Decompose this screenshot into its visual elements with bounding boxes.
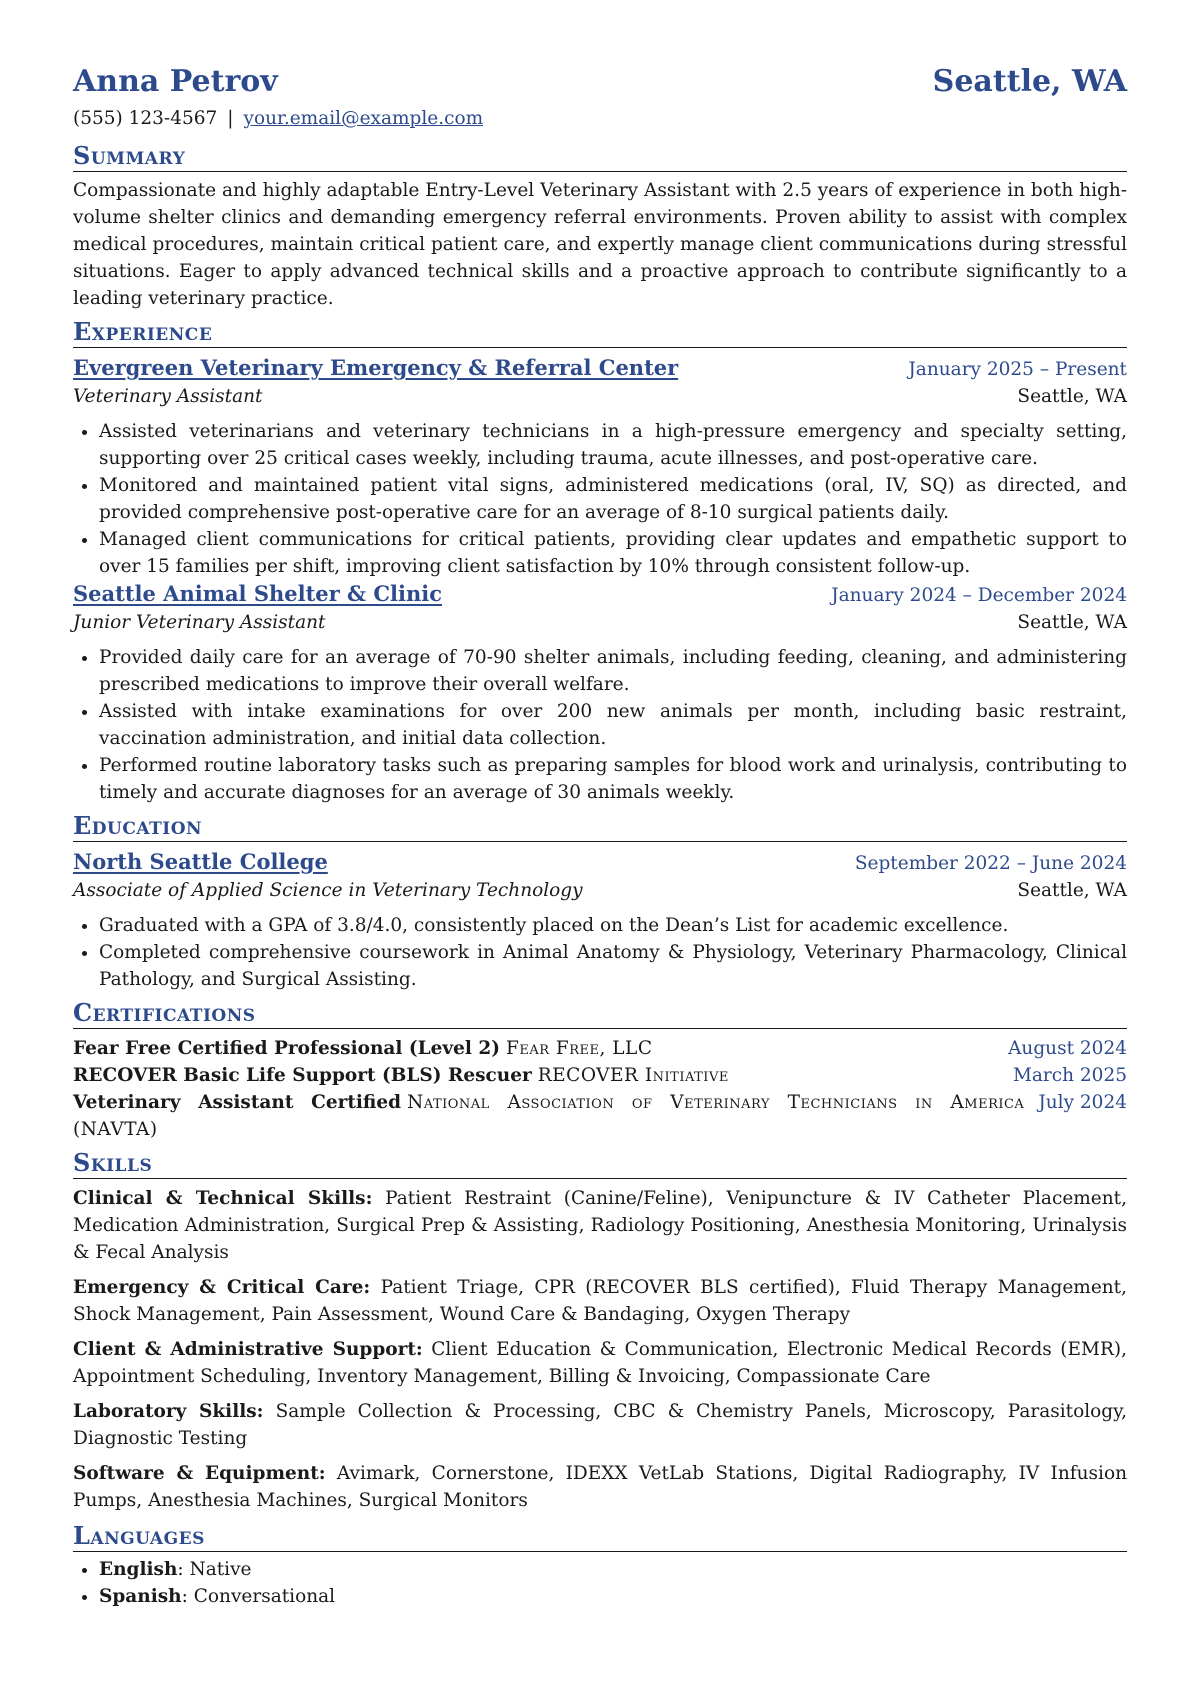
resume-header	[73, 62, 1127, 102]
summary-section	[73, 142, 1127, 312]
certification-issuer: Fear Free, LLC	[506, 1038, 653, 1059]
employer-name[interactable]: Evergreen Veterinary Emergency & Referral Center	[73, 355, 679, 380]
skill-group-text: Avimark, Cornerstone, IDEXX VetLab Stations, Digital Radiography, IV Infusion Pumps, Anesthesia Machines, Surgical Monitors	[73, 1463, 1128, 1511]
language-name: Spanish	[99, 1586, 182, 1607]
language-name: English	[99, 1559, 178, 1580]
skill-group-text: Client Education & Communication, Electronic Medical Records (EMR), Appointment Scheduling, Inventory Management, Billing & Invoicing, Compassionate Care	[73, 1339, 1127, 1387]
certification-date: July 2024	[1038, 1092, 1127, 1113]
language-level: : Native	[177, 1559, 252, 1580]
education-bullets	[73, 912, 1127, 993]
section-title-experience: Experience	[73, 318, 1127, 348]
section-title-certifications: Certifications	[73, 999, 1127, 1029]
job-dates: January 2025 – Present	[908, 359, 1127, 380]
bullet-item: • Assisted with intake examinations for over 200 new animals per month, including basic restraint, vaccination administration, and initial data collection.	[99, 698, 1127, 752]
bullet-item: • Graduated with a GPA of 3.8/4.0, consistently placed on the Dean’s List for academic excellence.	[99, 912, 1127, 939]
degree-name: Associate of Applied Science in Veterinary Technology	[73, 880, 583, 901]
job-role: Junior Veterinary Assistant	[73, 612, 326, 633]
certification-name: Veterinary Assistant Certified	[73, 1092, 402, 1113]
job-bullets	[73, 418, 1127, 580]
section-title-skills: Skills	[73, 1149, 1127, 1179]
certification-date: March 2025	[1012, 1065, 1127, 1086]
school-location: Seattle, WA	[1017, 880, 1127, 901]
certifications-section	[73, 999, 1127, 1143]
candidate-name: Anna Petrov	[73, 64, 278, 99]
skill-group	[73, 1185, 1127, 1266]
certification-item	[73, 1062, 1127, 1089]
job-role: Veterinary Assistant	[73, 386, 263, 407]
skill-group-label: Laboratory Skills:	[73, 1401, 264, 1422]
bullet-item: • Completed comprehensive coursework in Animal Anatomy & Physiology, Veterinary Pharmacology, Clinical Pathology, and Surgical Assisting.	[99, 939, 1127, 993]
languages-section	[73, 1522, 1127, 1610]
job-location: Seattle, WA	[1017, 612, 1127, 633]
certification-item	[73, 1089, 1127, 1143]
skill-group	[73, 1274, 1127, 1328]
skill-group-text: Patient Restraint (Canine/Feline), Venipuncture & IV Catheter Placement, Medication Administration, Surgical Prep & Assisting, Radiology Positioning, Anesthesia Monitoring, Urinalysis & Fecal Analysis	[73, 1188, 1127, 1263]
job-dates: January 2024 – December 2024	[831, 585, 1127, 606]
job-location: Seattle, WA	[1017, 386, 1127, 407]
bullet-item: • Monitored and maintained patient vital signs, administered medications (oral, IV, SQ) as directed, and provided comprehensive post-operative care for an average of 8-10 surgical patients daily.	[99, 472, 1127, 526]
phone-number: (555) 123-4567	[73, 108, 218, 129]
section-title-education: Education	[73, 812, 1127, 842]
candidate-location: Seattle, WA	[932, 64, 1127, 99]
bullet-item: • Performed routine laboratory tasks such as preparing samples for blood work and urinalysis, contributing to timely and accurate diagnoses for an average of 30 animals weekly.	[99, 752, 1127, 806]
skill-group	[73, 1336, 1127, 1390]
bullet-item: • Provided daily care for an average of 70-90 shelter animals, including feeding, cleaning, and administering prescribed medications to improve their overall welfare.	[99, 644, 1127, 698]
skill-group	[73, 1398, 1127, 1452]
skill-group-label: Client & Administrative Support:	[73, 1339, 423, 1360]
skill-group	[73, 1460, 1127, 1514]
email-link[interactable]: your.email@example.com	[243, 108, 484, 129]
contact-separator: |	[227, 108, 234, 129]
languages-list	[73, 1556, 1127, 1610]
skill-group-label: Clinical & Technical Skills:	[73, 1188, 373, 1209]
skill-group-label: Emergency & Critical Care:	[73, 1277, 371, 1298]
language-item	[99, 1556, 1127, 1583]
summary-text: Compassionate and highly adaptable Entry-Level Veterinary Assistant with 2.5 years of experience in both high-volume shelter clinics and demanding emergency referral environments. Proven ability to assist with complex medical procedures, maintain critical patient care, and expertly manage client communications during stressful situations. Eager to apply advanced technical skills and a proactive approach to contribute significantly to a leading veterinary practice.	[73, 180, 1127, 309]
section-title-summary: Summary	[73, 142, 1127, 172]
skills-section	[73, 1149, 1127, 1514]
certification-name: Fear Free Certified Professional (Level 2)	[73, 1038, 500, 1059]
school-name[interactable]: North Seattle College	[73, 849, 328, 874]
resume-page	[73, 62, 1127, 1610]
bullet-item: • Managed client communications for critical patients, providing clear updates and empathetic support to over 15 families per shift, improving client satisfaction by 10% through consistent follow-up.	[99, 526, 1127, 580]
experience-section	[73, 318, 1127, 806]
bullet-item: • Assisted veterinarians and veterinary technicians in a high-pressure emergency and specialty setting, supporting over 25 critical cases weekly, including trauma, acute illnesses, and post-operative care.	[99, 418, 1127, 472]
skill-group-label: Software & Equipment:	[73, 1463, 326, 1484]
language-item	[99, 1583, 1127, 1610]
certification-name: RECOVER Basic Life Support (BLS) Rescuer	[73, 1065, 532, 1086]
language-level: : Conversational	[181, 1586, 336, 1607]
education-dates: September 2022 – June 2024	[854, 853, 1127, 874]
certification-issuer: RECOVER Initiative	[537, 1065, 729, 1086]
job-entry	[73, 354, 1127, 580]
job-bullets	[73, 644, 1127, 806]
section-title-languages: Languages	[73, 1522, 1127, 1552]
skill-group-text: Patient Triage, CPR (RECOVER BLS certified), Fluid Therapy Management, Shock Management, Pain Assessment, Wound Care & Bandaging, Oxygen Therapy	[73, 1277, 1127, 1325]
skill-group-text: Sample Collection & Processing, CBC & Chemistry Panels, Microscopy, Parasitology, Diagnostic Testing	[73, 1401, 1127, 1449]
contact-line	[73, 106, 1127, 132]
certification-issuer: National Association of Veterinary Technicians in America (NAVTA)	[73, 1092, 1025, 1140]
certification-date: August 2024	[1008, 1038, 1127, 1059]
education-section	[73, 812, 1127, 993]
employer-name[interactable]: Seattle Animal Shelter & Clinic	[73, 581, 443, 606]
job-entry	[73, 580, 1127, 806]
certification-item	[73, 1035, 1127, 1062]
